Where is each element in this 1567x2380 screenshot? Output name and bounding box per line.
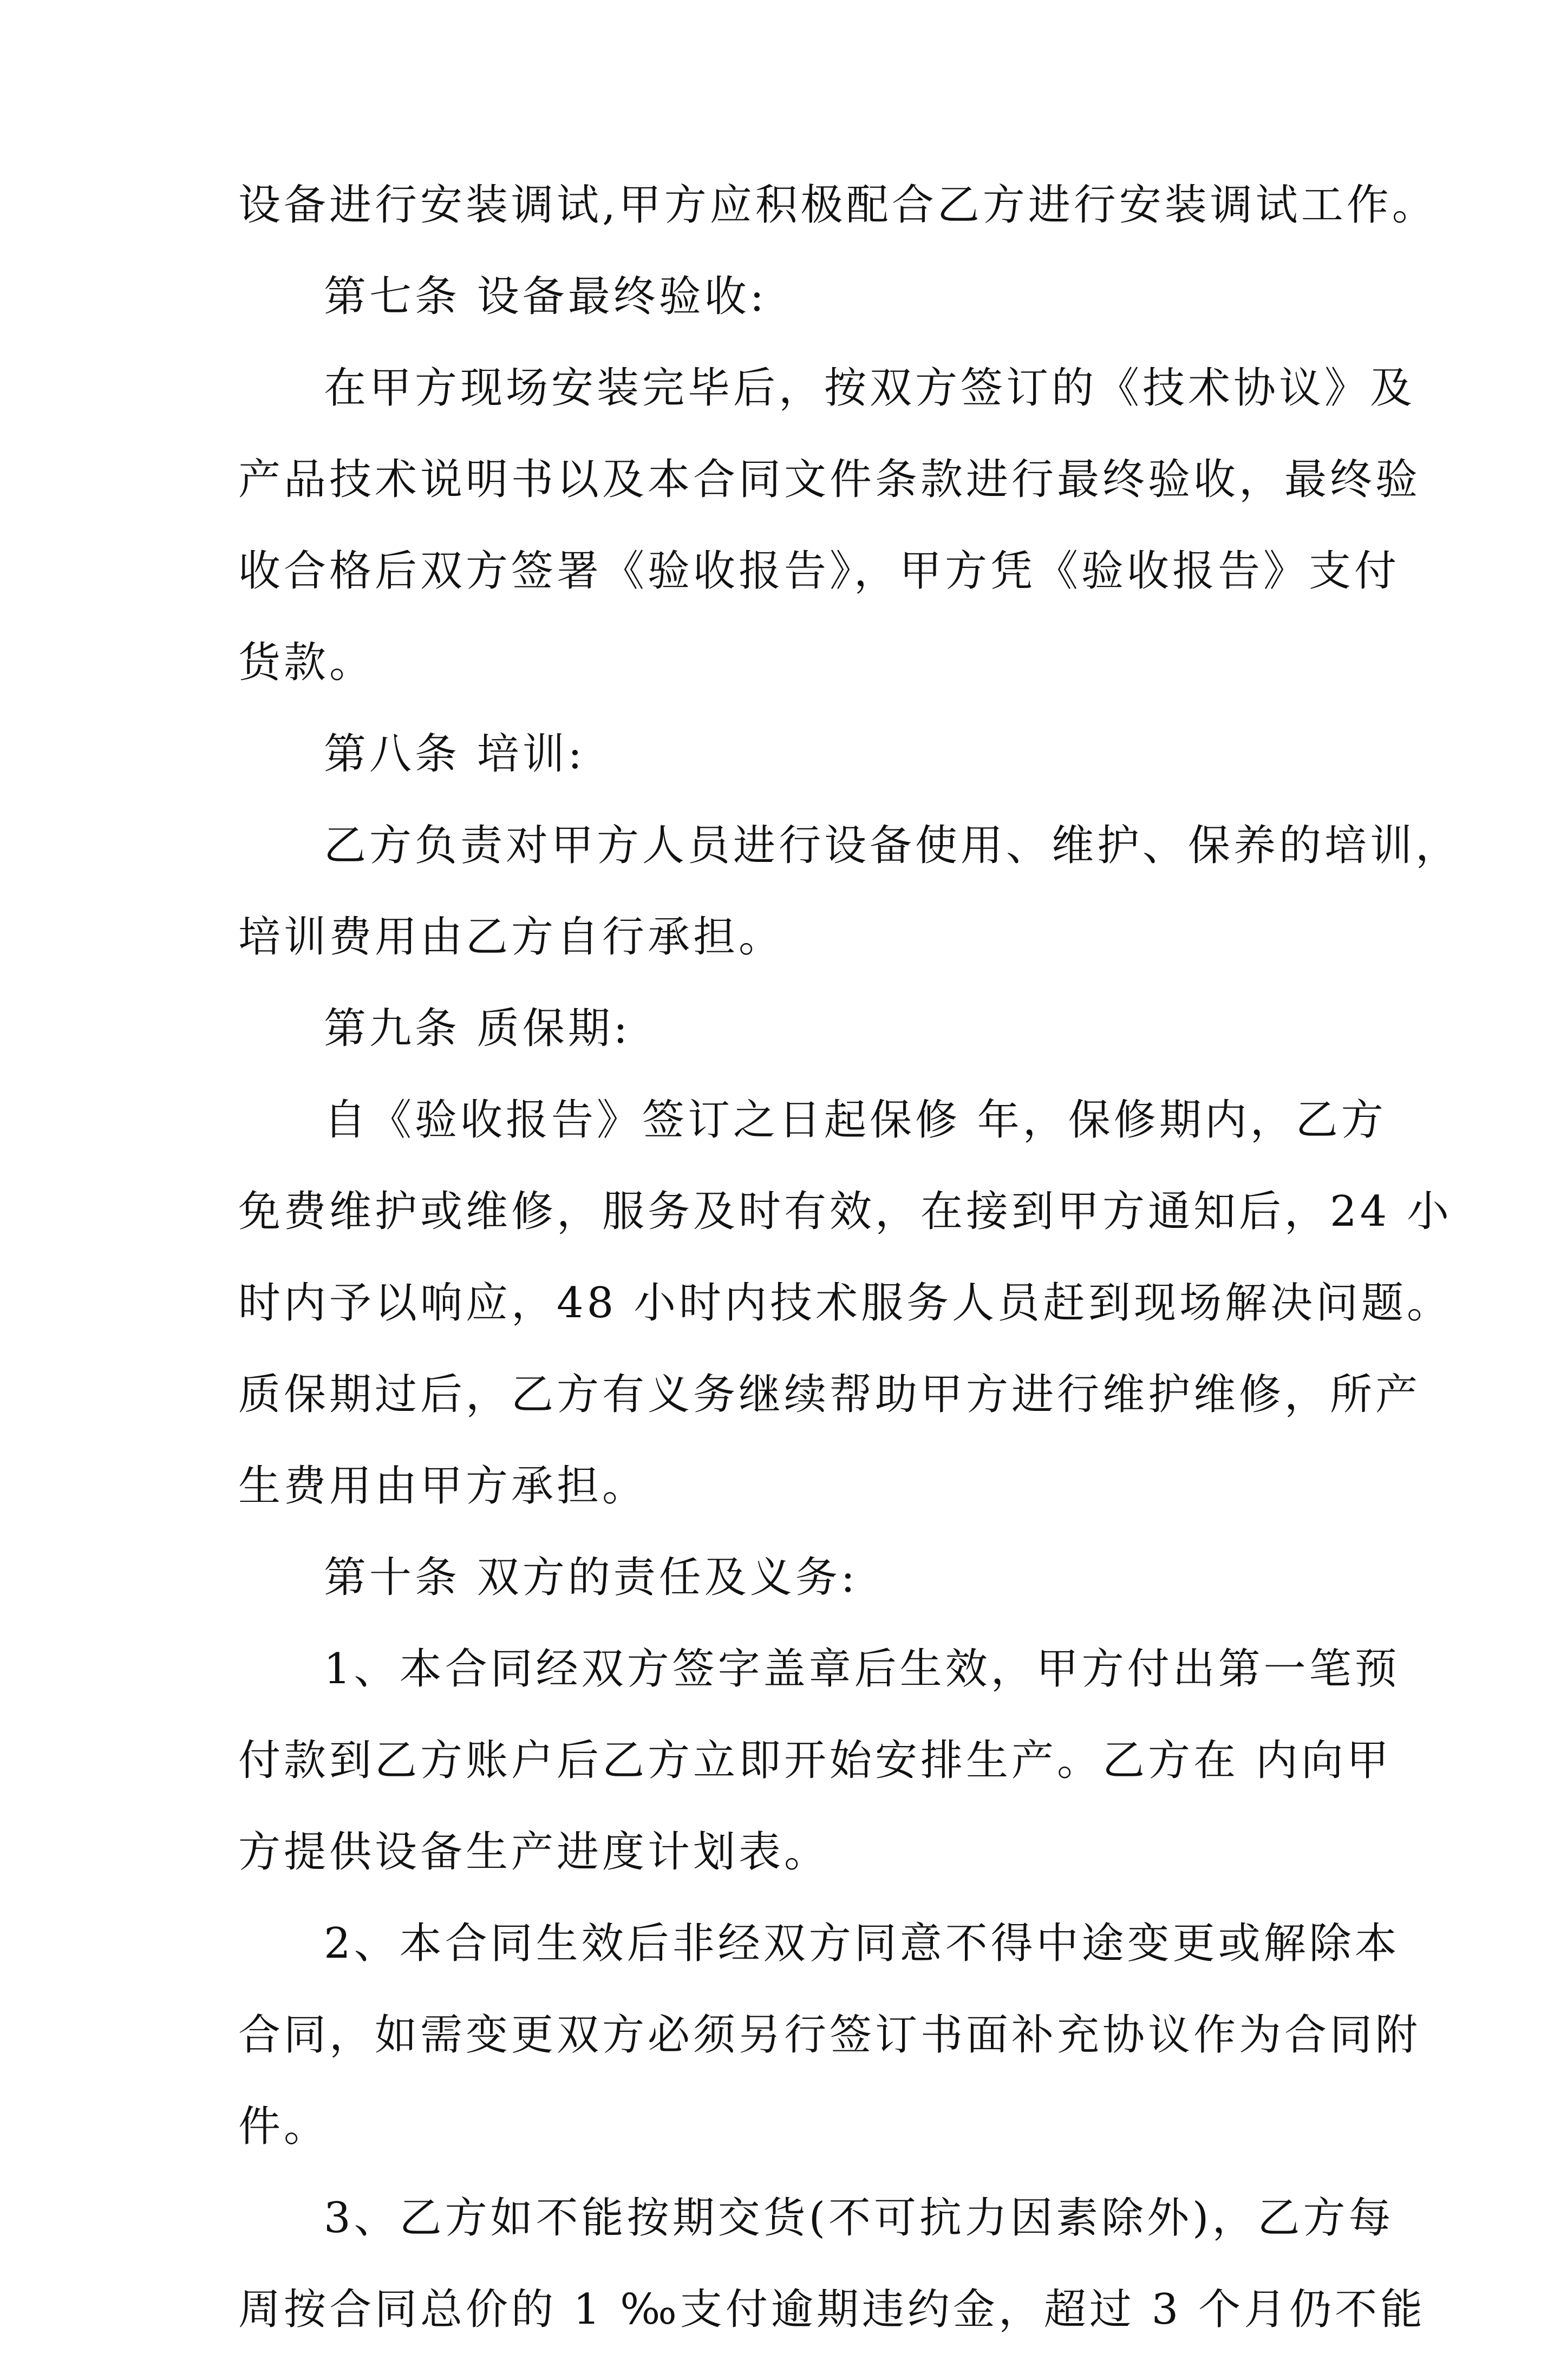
text-line-17: 1、本合同经双方签字盖章后生效，甲方付出第一笔预 xyxy=(324,1645,1400,1694)
text-line-9: 培训费用由乙方自行承担。 xyxy=(238,913,785,962)
text-line-11: 自《验收报告》签订之日起保修 年，保修期内，乙方 xyxy=(324,1096,1387,1145)
text-line-23: 3、乙方如不能按期交货(不可抗力因素除外)，乙方每 xyxy=(324,2194,1394,2242)
text-line-13: 时内予以响应，48 小时内技术服务人员赶到现场解决问题。 xyxy=(238,1279,1453,1328)
text-line-5: 收合格后双方签署《验收报告》，甲方凭《验收报告》支付 xyxy=(238,547,1400,596)
text-line-19: 方提供设备生产进度计划表。 xyxy=(238,1828,830,1876)
text-line-24: 周按合同总价的 1 ‰支付逾期违约金，超过 3 个月仍不能 xyxy=(238,2285,1426,2334)
article-7-heading: 第七条 设备最终验收: xyxy=(324,272,768,321)
text-line-18: 付款到乙方账户后乙方立即开始安排生产。乙方在 内向甲 xyxy=(238,1736,1392,1785)
text-line-14: 质保期过后，乙方有义务继续帮助甲方进行维护维修，所产 xyxy=(238,1370,1421,1419)
text-line-4: 产品技术说明书以及本合同文件条款进行最终验收，最终验 xyxy=(238,455,1421,504)
article-8-heading: 第八条 培训: xyxy=(324,730,586,779)
text-line-12: 免费维护或维修，服务及时有效，在接到甲方通知后，24 小 xyxy=(238,1187,1453,1236)
text-line-21: 合同，如需变更双方必须另行签订书面补充协议作为合同附 xyxy=(238,2011,1421,2059)
text-line-3: 在甲方现场安装完毕后，按双方签订的《技术协议》及 xyxy=(324,364,1416,413)
text-line-20: 2、本合同生效后非经双方同意不得中途变更或解除本 xyxy=(324,1919,1400,1968)
article-10-heading: 第十条 双方的责任及义务: xyxy=(324,1553,859,1602)
article-9-heading: 第九条 质保期: xyxy=(324,1004,631,1053)
text-line-15: 生费用由甲方承担。 xyxy=(238,1462,648,1511)
text-line-1: 设备进行安装调试,甲方应积极配合乙方进行安装调试工作。 xyxy=(238,181,1438,230)
text-line-8: 乙方负责对甲方人员进行设备使用、维护、保养的培训， xyxy=(324,821,1461,870)
text-line-6: 货款。 xyxy=(238,638,375,687)
text-line-22: 件。 xyxy=(238,2102,330,2151)
contract-body xyxy=(238,181,1461,2380)
